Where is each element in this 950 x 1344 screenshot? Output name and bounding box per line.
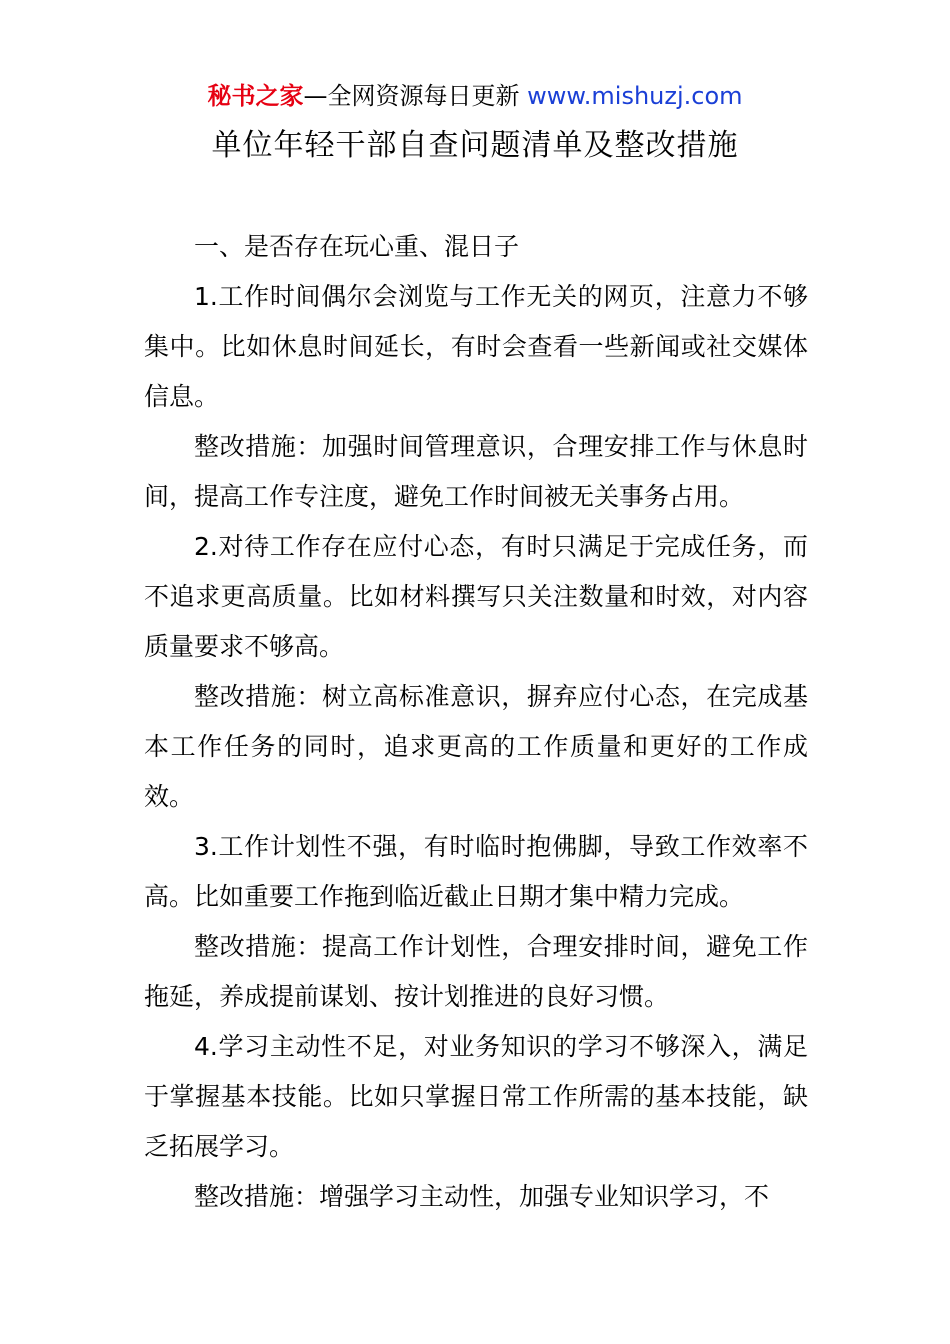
issue-paragraph: 4.学习主动性不足，对业务知识的学习不够深入，满足于掌握基本技能。比如只掌握日常工作所需的基本技能，缺乏拓展学习。 [144, 1032, 808, 1161]
issue-paragraph: 1.工作时间偶尔会浏览与工作无关的网页，注意力不够集中。比如休息时间延长，有时会查看一些新闻或社交媒体信息。 [144, 282, 808, 411]
measure-paragraph: 整改措施：增强学习主动性，加强专业知识学习，不 [194, 1182, 770, 1211]
site-url-link[interactable]: www.mishuzj.com [527, 82, 743, 110]
document-title: 单位年轻干部自查问题清单及整改措施 [211, 128, 739, 163]
document-body [144, 222, 808, 1222]
header-slogan: —全网资源每日更新 [303, 82, 520, 110]
brand-name: 秘书之家 [207, 82, 304, 110]
measure-paragraph: 整改措施：加强时间管理意识，合理安排工作与休息时间，提高工作专注度，避免工作时间被无关事务占用。 [144, 432, 808, 511]
issue-paragraph: 3.工作计划性不强，有时临时抱佛脚，导致工作效率不高。比如重要工作拖到临近截止日期才集中精力完成。 [144, 832, 808, 911]
issue-paragraph: 2.对待工作存在应付心态，有时只满足于完成任务，而不追求更高质量。比如材料撰写只关注数量和时效，对内容质量要求不够高。 [144, 532, 808, 661]
measure-paragraph: 整改措施：树立高标准意识，摒弃应付心态，在完成基本工作任务的同时，追求更高的工作质量和更好的工作成效。 [144, 682, 808, 811]
section-heading: 一、是否存在玩心重、混日子 [194, 232, 520, 261]
site-header [0, 80, 950, 112]
measure-paragraph: 整改措施：提高工作计划性，合理安排时间，避免工作拖延，养成提前谋划、按计划推进的良好习惯。 [144, 932, 808, 1011]
